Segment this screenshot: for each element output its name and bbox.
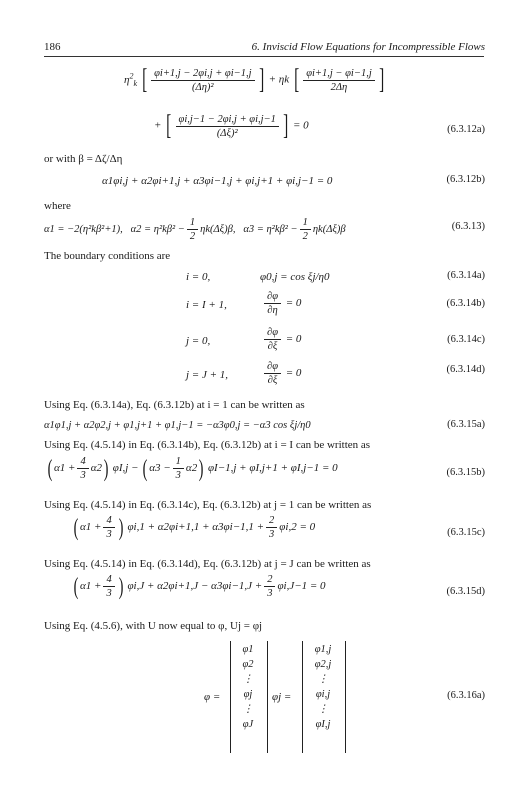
equation-6-3-15c: ( α1 + $\frac{4}{3}$ ) φi,1 + α2φi+1,1 + α3φi−1,1 + $\frac{2}{3}$ φi,2 = 0 [73,514,316,541]
equation-tag-6-3-15c: (6.3.15c) [447,527,485,538]
text-boundary-conditions: The boundary conditions are [44,250,171,262]
equation-tag-6-3-12a: (6.3.12a) [447,124,485,135]
equation-6-3-12b: α1φi,j + α2φi+1,j + α3φi−1,j + φi,j+1 + φi,j−1 = 0 [102,175,333,187]
phi-j-vector-entries: φ1,j φ2,j ⋮ φi,j ⋮ φI,j [314,644,332,730]
alpha1-definition: α1 = −2(η²kβ²+1), [44,223,123,235]
text-or-with-beta: or with β = Δζ/Δη [44,153,123,165]
alpha3-definition: α3 = η²kβ² − [243,223,298,235]
equation-6-3-15d: ( α1 + $\frac{4}{3}$ ) φi,J + α2φi+1,J − α3φi−1,J + $\frac{2}{3}$ φi,J−1 = 0 [73,573,326,600]
phi-vector-entries: φ1 φ2 ⋮ φj ⋮ φJ [242,644,254,730]
running-title: 6. Inviscid Flow Equations for Incompressible Flows [251,41,485,53]
bc-condition-j0: j = 0, [186,335,211,347]
equation-tag-6-3-14d: (6.3.14d) [446,364,485,375]
equation-tag-6-3-15d: (6.3.15d) [446,586,485,597]
equation-tag-6-3-14a: (6.3.14a) [447,270,485,281]
equation-tag-6-3-14c: (6.3.14c) [447,334,485,345]
header-rule [44,56,484,57]
equation-tag-6-3-13: (6.3.13) [451,221,485,232]
equation-6-3-12a-line2: + [ $\frac{\varphi i,j-1 - 2\varphi i,j + \varphi i,j-1}{\text{(Δξ)²}}$ ] = 0 [154,110,309,141]
page-number: 186 [44,41,61,53]
text-using-eq-4-5-6: Using Eq. (4.5.6), with U now equal to φ, Uj = φj [44,620,263,632]
equation-6-3-13: α1 = −2(η²kβ²+1), α2 = η²kβ² − $\frac{1}{2}$ ηk(Δξ)β, α3 = η²kβ² − $\frac{1}{2}$ ηk(Δξ)β [44,217,346,242]
phi-vector-lhs: φ = [204,691,221,703]
fraction-first-diff-eta: $\frac{\varphi i+1,j - \varphi i-1,j}{2\Delta\eta}$ [303,67,375,94]
fraction-second-diff-eta: $\frac{\varphi i+1,j - 2\varphi i,j + \varphi i-1,j}{\text{(Δη)²}}$ [151,67,254,94]
text-where: where [44,200,71,212]
text-using-eq-6-3-14c: Using Eq. (4.5.14) in Eq. (6.3.14c), Eq. (6.3.12b) at j = 1 can be written as [44,499,372,511]
fraction-second-diff-xi: $\frac{\varphi i,j-1 - 2\varphi i,j + \varphi i,j-1}{\text{(Δξ)²}}$ [176,113,279,140]
phi-j-vector-lhs: φj = [272,691,292,703]
equation-tag-6-3-14b: (6.3.14b) [446,298,485,309]
equation-6-3-12a-line1: $\eta^2_k$ [ $\frac{\varphi i+1,j - 2\varphi i,j + \varphi i-1,j}{\text{(Δη)²}}$ ] + ηk [ $\frac{\varphi i+1,j - \varphi i-1,j}{2\Delta\eta}$ ] [124,64,384,95]
eta-k-squared: $\eta^2_k$ [124,70,138,88]
equation-tag-6-3-16a: (6.3.16a) [447,690,485,701]
equation-6-3-15a: α1φ1,j + α2φ2,j + φ1,j+1 + φ1,j−1 = −α3φ0,j = −α3 cos ξj/η0 [44,420,311,431]
bc-equation-j0: $\frac{\partial\varphi}{\partial\xi}$ = 0 [262,326,301,353]
bc-equation-iI1: $\frac{\partial\varphi}{\partial\eta}$ = 0 [262,290,301,317]
bc-condition-jJ1: j = J + 1, [186,369,229,381]
bc-condition-iI1: i = I + 1, [186,299,227,311]
plus-eta-k: + ηk [268,73,290,86]
bc-equation-i0: φ0,j = cos ξj/η0 [260,271,330,283]
equation-6-3-15b: ( α1 + $\frac{4}{3}$ α2) φI,j − ( α3 − $\frac{1}{3}$ α2) φI−1,j + φI,j+1 + φI,j−1 = 0 [47,455,338,482]
equation-tag-6-3-15b: (6.3.15b) [446,467,485,478]
text-using-eq-6-3-14a: Using Eq. (6.3.14a), Eq. (6.3.12b) at i = 1 can be written as [44,399,305,411]
text-using-eq-6-3-14d: Using Eq. (4.5.14) in Eq. (6.3.14d), Eq. (6.3.12b) at j = J can be written as [44,558,371,570]
text-using-eq-6-3-14b: Using Eq. (4.5.14) in Eq. (6.3.14b), Eq. (6.3.12b) at i = I can be written as [44,439,371,451]
bc-condition-i0: i = 0, [186,271,211,283]
bc-equation-jJ1: $\frac{\partial\varphi}{\partial\xi}$ = 0 [262,360,301,387]
alpha2-definition: α2 = η²kβ² − [130,223,185,235]
equation-tag-6-3-15a: (6.3.15a) [447,419,485,430]
equation-tag-6-3-12b: (6.3.12b) [446,174,485,185]
